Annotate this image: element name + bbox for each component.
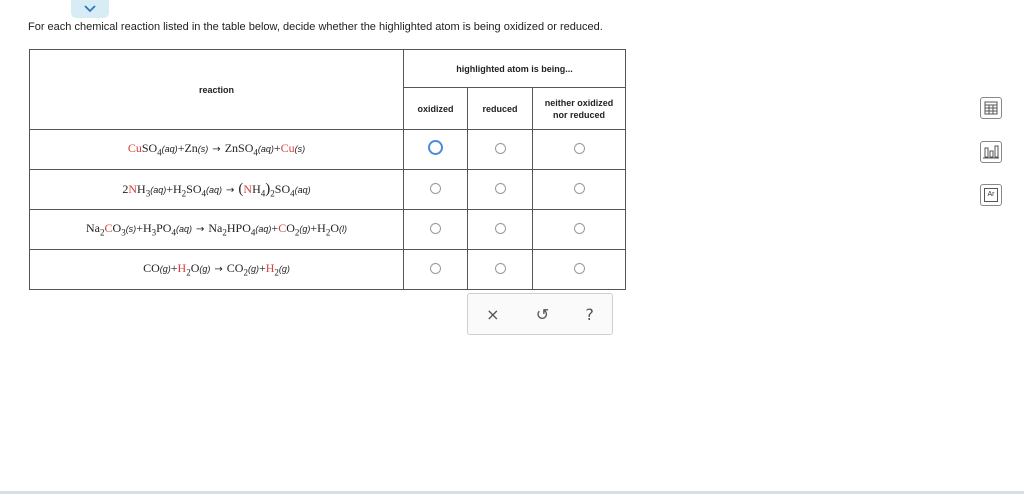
reduced-option[interactable] xyxy=(468,170,533,210)
reduced-option[interactable] xyxy=(468,210,533,250)
neither-option[interactable] xyxy=(533,250,626,290)
reaction-equation: $CO(g)+H_2O(g) \to CO_2(g)+H_2(g)$ xyxy=(30,250,404,290)
periodic-table-icon: Ar xyxy=(984,188,998,202)
reduced-option[interactable] xyxy=(468,130,533,170)
radio[interactable] xyxy=(495,143,506,154)
reaction-equation: CuSO$_4$(aq)+Zn(s) → ZnSO$_4$(aq)+Cu(s) xyxy=(30,130,404,170)
neither-header: neither oxidized nor reduced xyxy=(533,88,626,130)
calculator-button[interactable] xyxy=(980,97,1002,119)
table-row xyxy=(30,250,626,290)
radio[interactable] xyxy=(495,263,506,274)
answer-toolbar xyxy=(467,293,613,335)
radio[interactable] xyxy=(574,263,585,274)
radio[interactable] xyxy=(430,223,441,234)
instructions-text: For each chemical reaction listed in the table below, decide whether the highlighted atom is being oxidized or reduced. xyxy=(28,21,603,33)
reaction-equation: $Na_2CO_3(s)+H_3PO_4(aq) \to Na_2HPO_4(aq)+CO_2(g)+H_2O(l)$ xyxy=(30,210,404,250)
table-row xyxy=(30,130,626,170)
oxidized-option[interactable] xyxy=(404,210,468,250)
reaction-table xyxy=(29,49,626,290)
radio[interactable] xyxy=(574,223,585,234)
chevron-down-icon xyxy=(84,5,96,13)
neither-option[interactable] xyxy=(533,170,626,210)
help-icon[interactable]: ? xyxy=(585,304,594,324)
reaction-equation: $2NH_3(aq)+H_2SO_4(aq) \to (NH_4)_2SO_4(aq)$ xyxy=(30,170,404,210)
radio-selected[interactable] xyxy=(428,140,443,155)
radio[interactable] xyxy=(495,223,506,234)
radio[interactable] xyxy=(430,183,441,194)
radio[interactable] xyxy=(574,183,585,194)
reaction-header: reaction xyxy=(30,50,404,130)
chart-button[interactable] xyxy=(980,141,1002,163)
group-header: highlighted atom is being... xyxy=(404,50,626,88)
calculator-icon xyxy=(984,101,998,115)
oxidized-option[interactable] xyxy=(404,130,468,170)
oxidized-option[interactable] xyxy=(404,170,468,210)
radio[interactable] xyxy=(574,143,585,154)
reduced-option[interactable] xyxy=(468,250,533,290)
periodic-table-button[interactable] xyxy=(980,184,1002,206)
table-row xyxy=(30,210,626,250)
table-row xyxy=(30,170,626,210)
bar-chart-icon xyxy=(983,145,999,159)
collapse-button[interactable] xyxy=(71,0,109,18)
neither-option[interactable] xyxy=(533,130,626,170)
oxidized-header: oxidized xyxy=(404,88,468,130)
close-icon[interactable]: × xyxy=(486,304,500,324)
oxidized-option[interactable] xyxy=(404,250,468,290)
radio[interactable] xyxy=(495,183,506,194)
neither-option[interactable] xyxy=(533,210,626,250)
undo-icon[interactable]: ↺ xyxy=(535,304,550,324)
radio[interactable] xyxy=(430,263,441,274)
reduced-header: reduced xyxy=(468,88,533,130)
